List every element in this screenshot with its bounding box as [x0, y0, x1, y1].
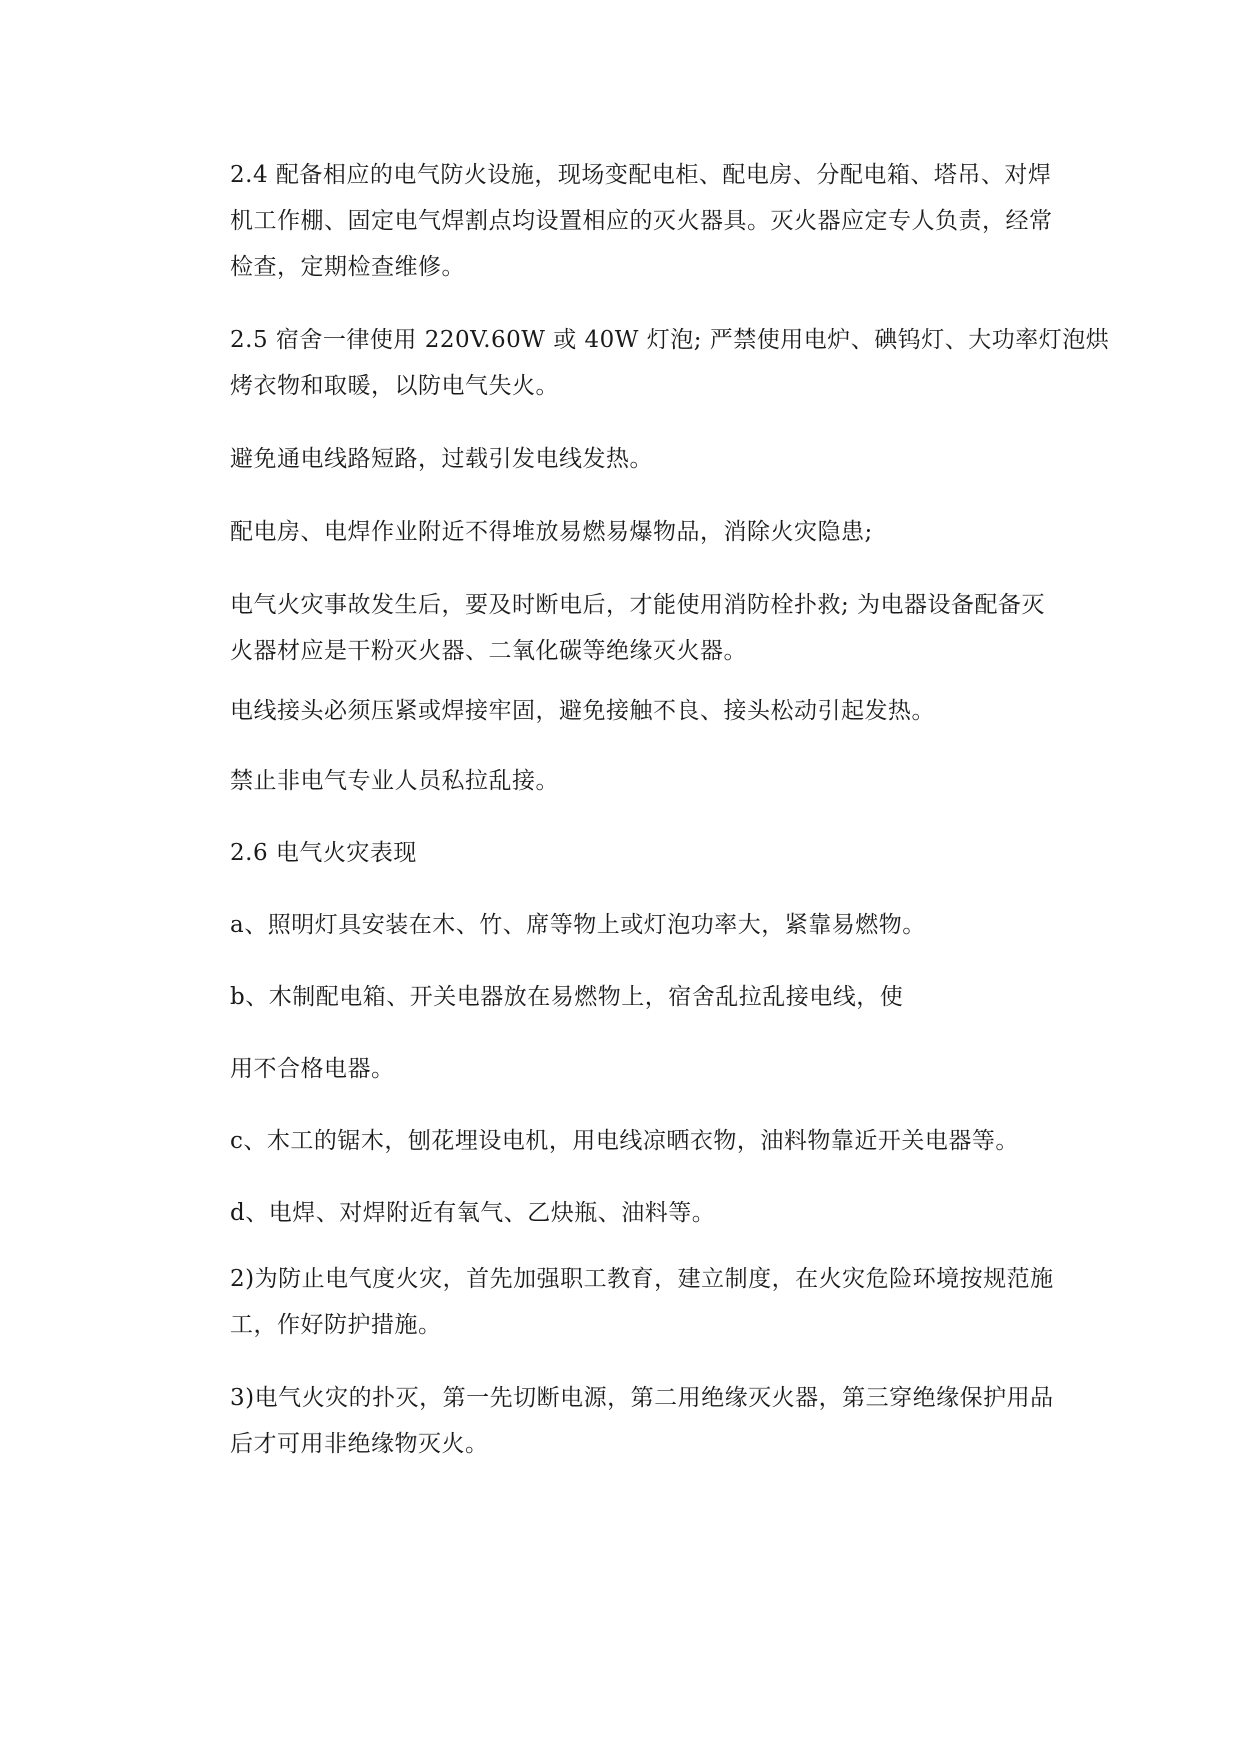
paragraph-item-3-line-1: 3)电气火灾的扑灭，第一先切断电源，第二用绝缘灭火器，第三穿绝缘保护用品 [230, 1385, 1054, 1411]
paragraph-item-3-line-2: 后才可用非绝缘物灭火。 [230, 1431, 489, 1457]
paragraph-item-2-line-1: 2)为防止电气度火灾，首先加强职工教育，建立制度，在火灾危险环境按规范施 [230, 1266, 1054, 1292]
paragraph-electric-fire-accident-line-2: 火器材应是干粉灭火器、二氧化碳等绝缘灭火器。 [230, 638, 747, 664]
paragraph-item-c: c、木工的锯木，刨花埋设电机，用电线凉晒衣物，油料物靠近开关电器等。 [230, 1128, 1019, 1154]
paragraph-non-professional: 禁止非电气专业人员私拉乱接。 [230, 768, 559, 794]
paragraph-item-d: d、电焊、对焊附近有氧气、乙炔瓶、油料等。 [230, 1200, 716, 1226]
paragraph-item-b-continuation: 用不合格电器。 [230, 1056, 395, 1082]
paragraph-2-4-line-3: 检查，定期检查维修。 [230, 254, 465, 280]
paragraph-wire-joint: 电线接头必须压紧或焊接牢固，避免接触不良、接头松动引起发热。 [230, 698, 935, 724]
paragraph-2-5-line-1: 2.5 宿舍一律使用 220V.60W 或 40W 灯泡; 严禁使用电炉、碘钨灯、大功率灯泡烘 [230, 327, 1110, 353]
paragraph-item-2-line-2: 工，作好防护措施。 [230, 1312, 442, 1338]
paragraph-2-4-line-2: 机工作棚、固定电气焊割点均设置相应的灭火器具。灭火器应定专人负责，经常 [230, 208, 1053, 234]
paragraph-short-circuit: 避免通电线路短路，过载引发电线发热。 [230, 446, 653, 472]
paragraph-2-4-line-1: 2.4 配备相应的电气防火设施，现场变配电柜、配电房、分配电箱、塔吊、对焊 [230, 162, 1052, 188]
paragraph-electric-fire-accident-line-1: 电气火灾事故发生后，要及时断电后，才能使用消防栓扑救; 为电器设备配备灭 [230, 592, 1046, 618]
paragraph-2-6-heading: 2.6 电气火灾表现 [230, 840, 417, 866]
paragraph-distribution-room: 配电房、电焊作业附近不得堆放易燃易爆物品，消除火灾隐患; [230, 519, 873, 545]
paragraph-2-5-line-2: 烤衣物和取暖，以防电气失火。 [230, 373, 559, 399]
paragraph-item-a: a、照明灯具安装在木、竹、席等物上或灯泡功率大，紧靠易燃物。 [230, 912, 926, 938]
paragraph-item-b: b、木制配电箱、开关电器放在易燃物上，宿舍乱拉乱接电线，使 [230, 984, 904, 1010]
